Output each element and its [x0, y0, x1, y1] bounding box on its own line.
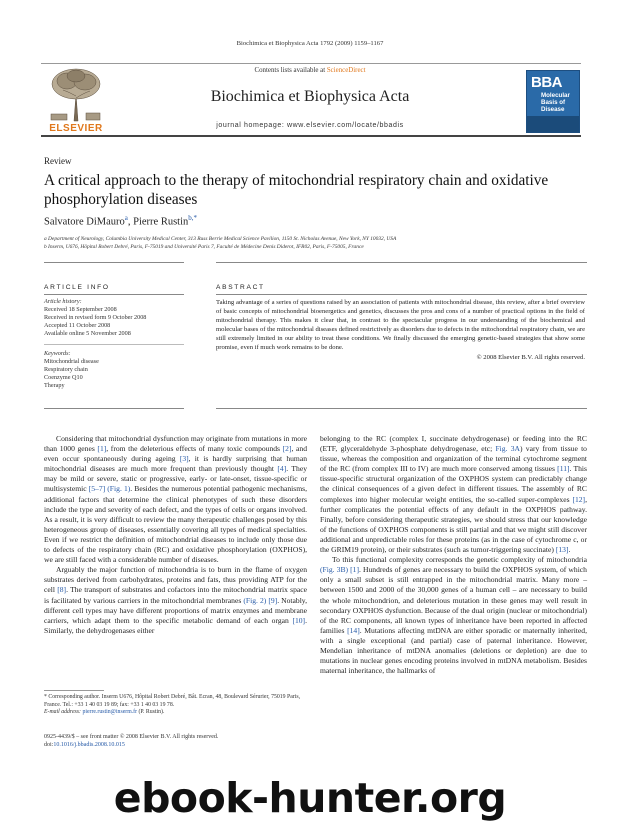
citation-link[interactable]: [1]	[350, 565, 359, 575]
citation-link[interactable]: (Fig. 1)	[107, 484, 131, 494]
divider	[44, 262, 184, 263]
publisher-name: ELSEVIER	[49, 123, 103, 134]
history-item: Received in revised form 9 October 2008	[44, 314, 147, 321]
banner-bottom-rule	[41, 135, 581, 137]
journal-name: Biochimica et Biophysica Acta	[210, 88, 410, 105]
issn-line: 0925-4439/$ – see front matter © 2008 Elsevier B.V. All rights reserved.	[44, 734, 219, 740]
footnote-rule	[44, 690, 104, 691]
email-label: E-mail address:	[44, 709, 83, 715]
author-separator: ,	[127, 216, 134, 228]
citation-link[interactable]: [4]	[277, 464, 287, 474]
cover-image-strip	[527, 116, 579, 132]
body-text-run: . Hundreds of genes are necessary to build the OXPHOS system, of which only a small subset is still entrapped in the mitochondrial matrix. Many more – between 1500 and 2000 of the 30,000 genes of a human cell – are necessary to build the whole mitochondrion, and deleterious mutation in these genes may well result in secondary OXPHOS dysfunction. Because of the dual origin (nuclear or mitochondrial) of the RC components, all known types of inheritance have been reported in affected families	[320, 565, 587, 635]
divider	[44, 408, 184, 409]
contents-prefix: Contents lists available at	[254, 67, 327, 74]
body-text-run: . Besides the numerous potential pathogenic mechanisms, additional factors that determine the clinical phenotypes of such these disorders include the type and severity of each defect, and the types of cells or organs involved. As a result, it is very difficult to review the many therapeutic challenges posed by this heterogeneous group of diseases, essentially covering all types of medical specialties. Even if we restrict the definition of mitochondrial diseases to include only those due to defects of the respiratory chain (RC) and oxidative phosphorylation (OXPHOS), we are still faced with a considerable number of diseases.	[44, 484, 307, 565]
body-paragraph	[320, 434, 587, 555]
citation-link[interactable]: [1]	[97, 444, 107, 454]
body-text-run: . They may be mild or severe, static or progressive, early- or late-onset, tissue-specific or multisystemic	[44, 464, 308, 494]
abstract-heading: ABSTRACT	[216, 284, 265, 291]
running-head: Biochimica et Biophysica Acta 1792 (2009) 1159–1167	[236, 40, 384, 47]
cover-subtitle: Molecular Basis of Disease	[541, 92, 570, 113]
citation-link[interactable]: [3]	[179, 454, 189, 464]
article-info-heading: ARTICLE INFO	[44, 284, 110, 291]
history-item: Received 18 September 2008	[44, 306, 117, 313]
body-text-run: belonging to the RC (complex I, succinate dehydrogenase) or feeding into the RC (ETF, glyceraldehyde 3-phosphate dehydrogenase, etc;	[320, 434, 587, 454]
citation-link[interactable]: [9]	[268, 595, 278, 605]
author-marks[interactable]: a	[124, 214, 128, 222]
article-history	[44, 298, 146, 338]
author-marks[interactable]: b,*	[188, 214, 198, 222]
divider	[44, 344, 184, 345]
divider	[216, 262, 587, 263]
body-text-run: ) vary from tissue to tissue, whereas the composition and organization of the terminal cytochrome segment of the RC (from complex III to IV) are much more conserved among tissues	[320, 444, 587, 474]
affiliation-a: a Department of Neurology, Columbia University Medical Center, 313 Russ Berrie Medical Science Pavilion, 1150 St. Nicholas Avenue, New York, NY 10032, USA	[44, 236, 397, 242]
citation-link[interactable]: [2]	[282, 444, 292, 454]
body-paragraph	[320, 555, 587, 676]
abstract-copyright: © 2008 Elsevier B.V. All rights reserved.	[476, 353, 585, 361]
keywords	[44, 350, 99, 390]
author-name: Pierre Rustin	[133, 216, 189, 228]
keyword-item: Mitochondrial disease	[44, 358, 99, 365]
keyword-item: Respiratory chain	[44, 366, 88, 373]
history-item: Available online 5 November 2008	[44, 330, 131, 337]
body-text-run: . Notably, different cell types may have different proportions of matrix enzymes and membrane carriers, which adapt them to the specific metabolic demand of each organ	[44, 595, 308, 625]
corresponding-author-note	[44, 694, 309, 717]
cover-title: BBA	[531, 74, 562, 91]
keyword-item: Therapy	[44, 382, 65, 389]
citation-link[interactable]: [10]	[292, 615, 306, 625]
body-text-run: . This tissue-specific structural organization of the OXPHOS system can predictably change the clinical consequences of a given defect in different tissues. The assembly of RC complexes into higher molecular weight entities, the so-called super-complexes	[320, 464, 587, 504]
article-title: A critical approach to the therapy of mitochondrial respiratory chain and oxidative phosphorylation diseases	[44, 172, 549, 208]
body-text-run: , it is hardly surprising that human mitochondrial diseases are much more frequent than previously thought	[44, 454, 307, 474]
body-paragraph	[44, 565, 307, 636]
watermark: ebook-hunter.org	[113, 774, 507, 822]
email-suffix: (P. Rustin).	[137, 709, 165, 715]
citation-link[interactable]: [5–7]	[88, 484, 106, 494]
body-text-run: . Similarly, the dehydrogenases either	[44, 615, 307, 635]
journal-homepage[interactable]: journal homepage: www.elsevier.com/locate/bbadis	[216, 122, 404, 129]
history-label: Article history:	[44, 298, 82, 305]
corresponding-text: * Corresponding author. Inserm U676, Hôpital Robert Debré, Bât. Ecran, 48, Boulevard Sérurier, 75019 Paris, France. Tel.: +33 1 40 03 19 89; fax: +33 1 40 03 19 78.	[44, 694, 301, 708]
body-text-run: , from the deleterious effects of many toxic compounds	[106, 444, 283, 454]
email-line	[44, 709, 309, 717]
sciencedirect-link[interactable]: ScienceDirect	[326, 67, 366, 74]
citation-link[interactable]: [8]	[57, 585, 67, 595]
doi-link[interactable]: 10.1016/j.bbadis.2008.10.015	[53, 741, 125, 748]
body-text-run: . Mutations affecting mtDNA are either sporadic or maternally inherited, with a single exceptional (and partial) case of paternal inheritance. However, Mendelian inheritance of mtDNA anomalies (deletions or depletion) are due to mutations in nuclear genes encoding proteins involved in mtDNA metabolism. Besides maternal inheritance, the hallmarks of	[320, 625, 587, 676]
author-name: Salvatore DiMauro	[44, 216, 125, 228]
article-type: Review	[44, 156, 72, 166]
body-column-left	[44, 434, 307, 636]
body-text-run: To this functional complexity corresponds the genetic complexity of mitochondria	[332, 555, 587, 565]
citation-link[interactable]: [12]	[572, 494, 586, 504]
body-column-right	[320, 434, 587, 676]
citation-link[interactable]: [14]	[347, 625, 360, 635]
divider	[216, 294, 587, 295]
body-text-run: . The transport of substrates and cofactors into the mitochondrial matrix space is facilitated by various carriers in the mitochondrial membranes	[44, 585, 308, 605]
body-paragraph	[44, 434, 307, 565]
body-text-run: , further complicates the potential effects of any default in the OXPHOS pathway. Finally, before considering therapeutic strategies, we should stress that our knowledge of the functions of OXPHOS components is still partial and that we might still discover additional and unpredictable roles for these proteins (as in the case of cytochrome c, or the GRIM19 protein), or their substrates (such as tumor-triggering succinate)	[320, 494, 587, 555]
keyword-item: Coenzyme Q10	[44, 374, 83, 381]
email-link[interactable]: pierre.rustin@inserm.fr	[82, 709, 138, 715]
affiliation-b: b Inserm, U676, Hôpital Robert Debré, Paris, F-75019 and Université Paris 7, Faculté de Médecine Denis Diderot, IFR02, Paris, F-75005, France	[44, 244, 364, 250]
history-item: Accepted 11 October 2008	[44, 322, 111, 329]
citation-link[interactable]: (Fig. 2)	[243, 595, 267, 605]
citation-link[interactable]: [11]	[557, 464, 570, 474]
banner-top-rule	[41, 63, 581, 64]
divider	[216, 408, 587, 409]
keywords-label: Keywords:	[44, 350, 71, 357]
body-text-run: .	[568, 545, 571, 555]
divider	[44, 294, 184, 295]
doi-prefix: doi:	[44, 741, 54, 748]
author-list	[44, 214, 197, 228]
doi-line	[44, 742, 218, 750]
abstract-body	[216, 298, 585, 362]
citation-link[interactable]: [13]	[555, 545, 569, 555]
journal-cover	[526, 70, 580, 133]
page-footer	[44, 734, 218, 749]
abstract-text: Taking advantage of a series of questions raised by an association of patients with mitochondrial disease, this review, after a brief overview of basic concepts of mitochondrial bioenergetics and genetics, discusses the pros and cons of a number of practical options in the field of mitochondrial therapy. This makes it clear that, in contrast to the spectacular progress in our understanding of the biochemical and molecular bases of the mitochondrial diseases defined restrictively as disorders due to defects in the mitochondrial respiratory chain, we are still extremely limited in our ability to treat these conditions. We finally discussed the emerging genetic-based strategies that show some promise, even if much work remains to be done.	[216, 299, 585, 352]
body-text-run: Arguably the major function of mitochondria is to burn in the flame of oxygen substrates derived from carbohydrates, proteins and fats, thus providing ATP for the cell	[44, 565, 307, 595]
citation-link[interactable]: Fig. 3A	[495, 444, 521, 454]
body-text-run: , and even occur spontaneously during ageing	[44, 444, 307, 464]
citation-link[interactable]: (Fig. 3B)	[320, 565, 349, 575]
body-text-run: Considering that mitochondrial dysfunction may originate from mutations in more than 1000 genes	[44, 434, 307, 454]
